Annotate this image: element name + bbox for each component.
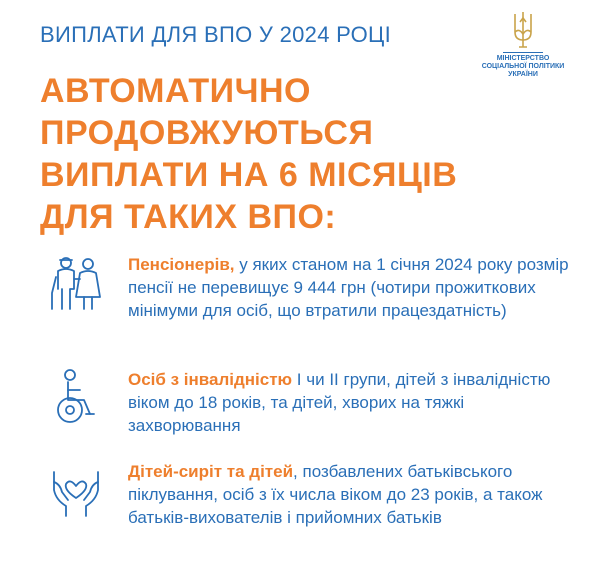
- item-description: І чи ІІ групи, дітей з інвалідністю віком до 18 років, та дітей, хворих на тяжкі захворювання: [128, 370, 551, 435]
- ministry-logo: [468, 10, 578, 79]
- item-emphasis: Осіб з інвалідністю: [128, 370, 293, 389]
- page-title: ВИПЛАТИ ДЛЯ ВПО У 2024 РОЦІ: [40, 22, 392, 47]
- trident-icon: [510, 10, 536, 50]
- headline: [40, 70, 457, 238]
- list-item-disabilities: [40, 368, 580, 443]
- elderly-couple-icon: [46, 253, 106, 313]
- logo-divider: [503, 52, 543, 53]
- item-description: , позбавлених батьківського піклування, осіб з їх числа віком до 23 років, а також батьків-вихователів і прийомних батьків: [128, 462, 543, 527]
- wheelchair-icon: [46, 368, 106, 428]
- headline-line: ПРОДОВЖУЮТЬСЯ: [40, 114, 374, 152]
- list-item-pensioners: [40, 253, 580, 348]
- list-item-orphans: [40, 460, 580, 555]
- caring-hands-icon: [46, 460, 106, 520]
- headline-line: ВИПЛАТИ НА 6 МІСЯЦІВ: [40, 156, 458, 194]
- headline-line: АВТОМАТИЧНО: [40, 72, 311, 110]
- item-text: [128, 460, 578, 529]
- item-text: [128, 253, 578, 322]
- item-emphasis: Пенсіонерів,: [128, 255, 235, 274]
- item-text: [128, 368, 578, 437]
- ministry-name: МІНІСТЕРСТВО СОЦІАЛЬНОЇ ПОЛІТИКИ УКРАЇНИ: [481, 55, 565, 78]
- item-emphasis: Дітей-сиріт та дітей: [128, 462, 294, 481]
- headline-line: ДЛЯ ТАКИХ ВПО:: [40, 198, 337, 236]
- item-description: у яких станом на 1 січня 2024 року розмір пенсії не перевищує 9 444 грн (чотири прожиткових мінімуми для осіб, що втратили працездатність): [128, 255, 569, 320]
